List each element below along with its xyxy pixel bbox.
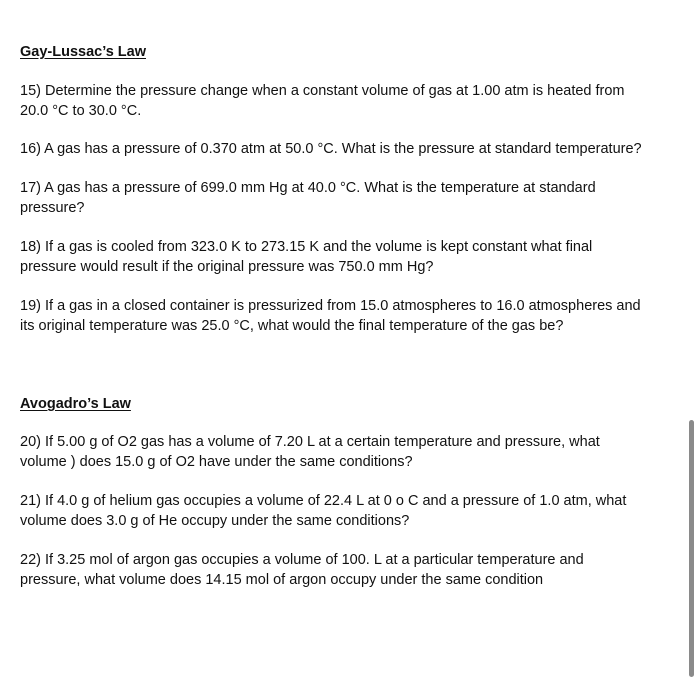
question-21 — [20, 491, 670, 531]
question-16 — [20, 139, 670, 159]
question-line: 18) If a gas is cooled from 323.0 K to 273.15 K and the volume is kept constant what final — [20, 239, 593, 255]
section-heading-gay-lussac: Gay-Lussac’s Law — [20, 44, 146, 60]
question-line: 17) A gas has a pressure of 699.0 mm Hg at 40.0 °C. What is the temperature at standard — [20, 180, 596, 196]
question-line: 16) A gas has a pressure of 0.370 atm at 50.0 °C. What is the pressure at standard temperature? — [20, 141, 642, 157]
section-heading-avogadro: Avogadro’s Law — [20, 396, 131, 412]
question-line: volume ) does 15.0 g of O2 have under the same conditions? — [20, 454, 413, 470]
question-line: pressure would result if the original pressure was 750.0 mm Hg? — [20, 259, 434, 275]
question-line: 21) If 4.0 g of helium gas occupies a volume of 22.4 L at 0 o C and a pressure of 1.0 atm, what — [20, 493, 627, 509]
question-22 — [20, 550, 670, 590]
question-line: volume does 3.0 g of He occupy under the same conditions? — [20, 513, 410, 529]
question-line: its original temperature was 25.0 °C, what would the final temperature of the gas be? — [20, 318, 564, 334]
question-line: 19) If a gas in a closed container is pressurized from 15.0 atmospheres to 16.0 atmospheres and — [20, 298, 641, 314]
question-line: 22) If 3.25 mol of argon gas occupies a volume of 100. L at a particular temperature and — [20, 552, 584, 568]
vertical-scrollbar[interactable] — [689, 420, 694, 677]
question-17 — [20, 178, 670, 218]
question-line: 20.0 °C to 30.0 °C. — [20, 103, 142, 119]
question-line: 15) Determine the pressure change when a constant volume of gas at 1.00 atm is heated from — [20, 83, 625, 99]
question-19 — [20, 296, 670, 336]
question-line: pressure? — [20, 200, 85, 216]
question-18 — [20, 237, 670, 277]
question-15 — [20, 81, 670, 121]
question-line: pressure, what volume does 14.15 mol of argon occupy under the same condition — [20, 572, 544, 588]
question-line: 20) If 5.00 g of O2 gas has a volume of 7.20 L at a certain temperature and pressure, what — [20, 434, 600, 450]
question-20 — [20, 432, 670, 472]
